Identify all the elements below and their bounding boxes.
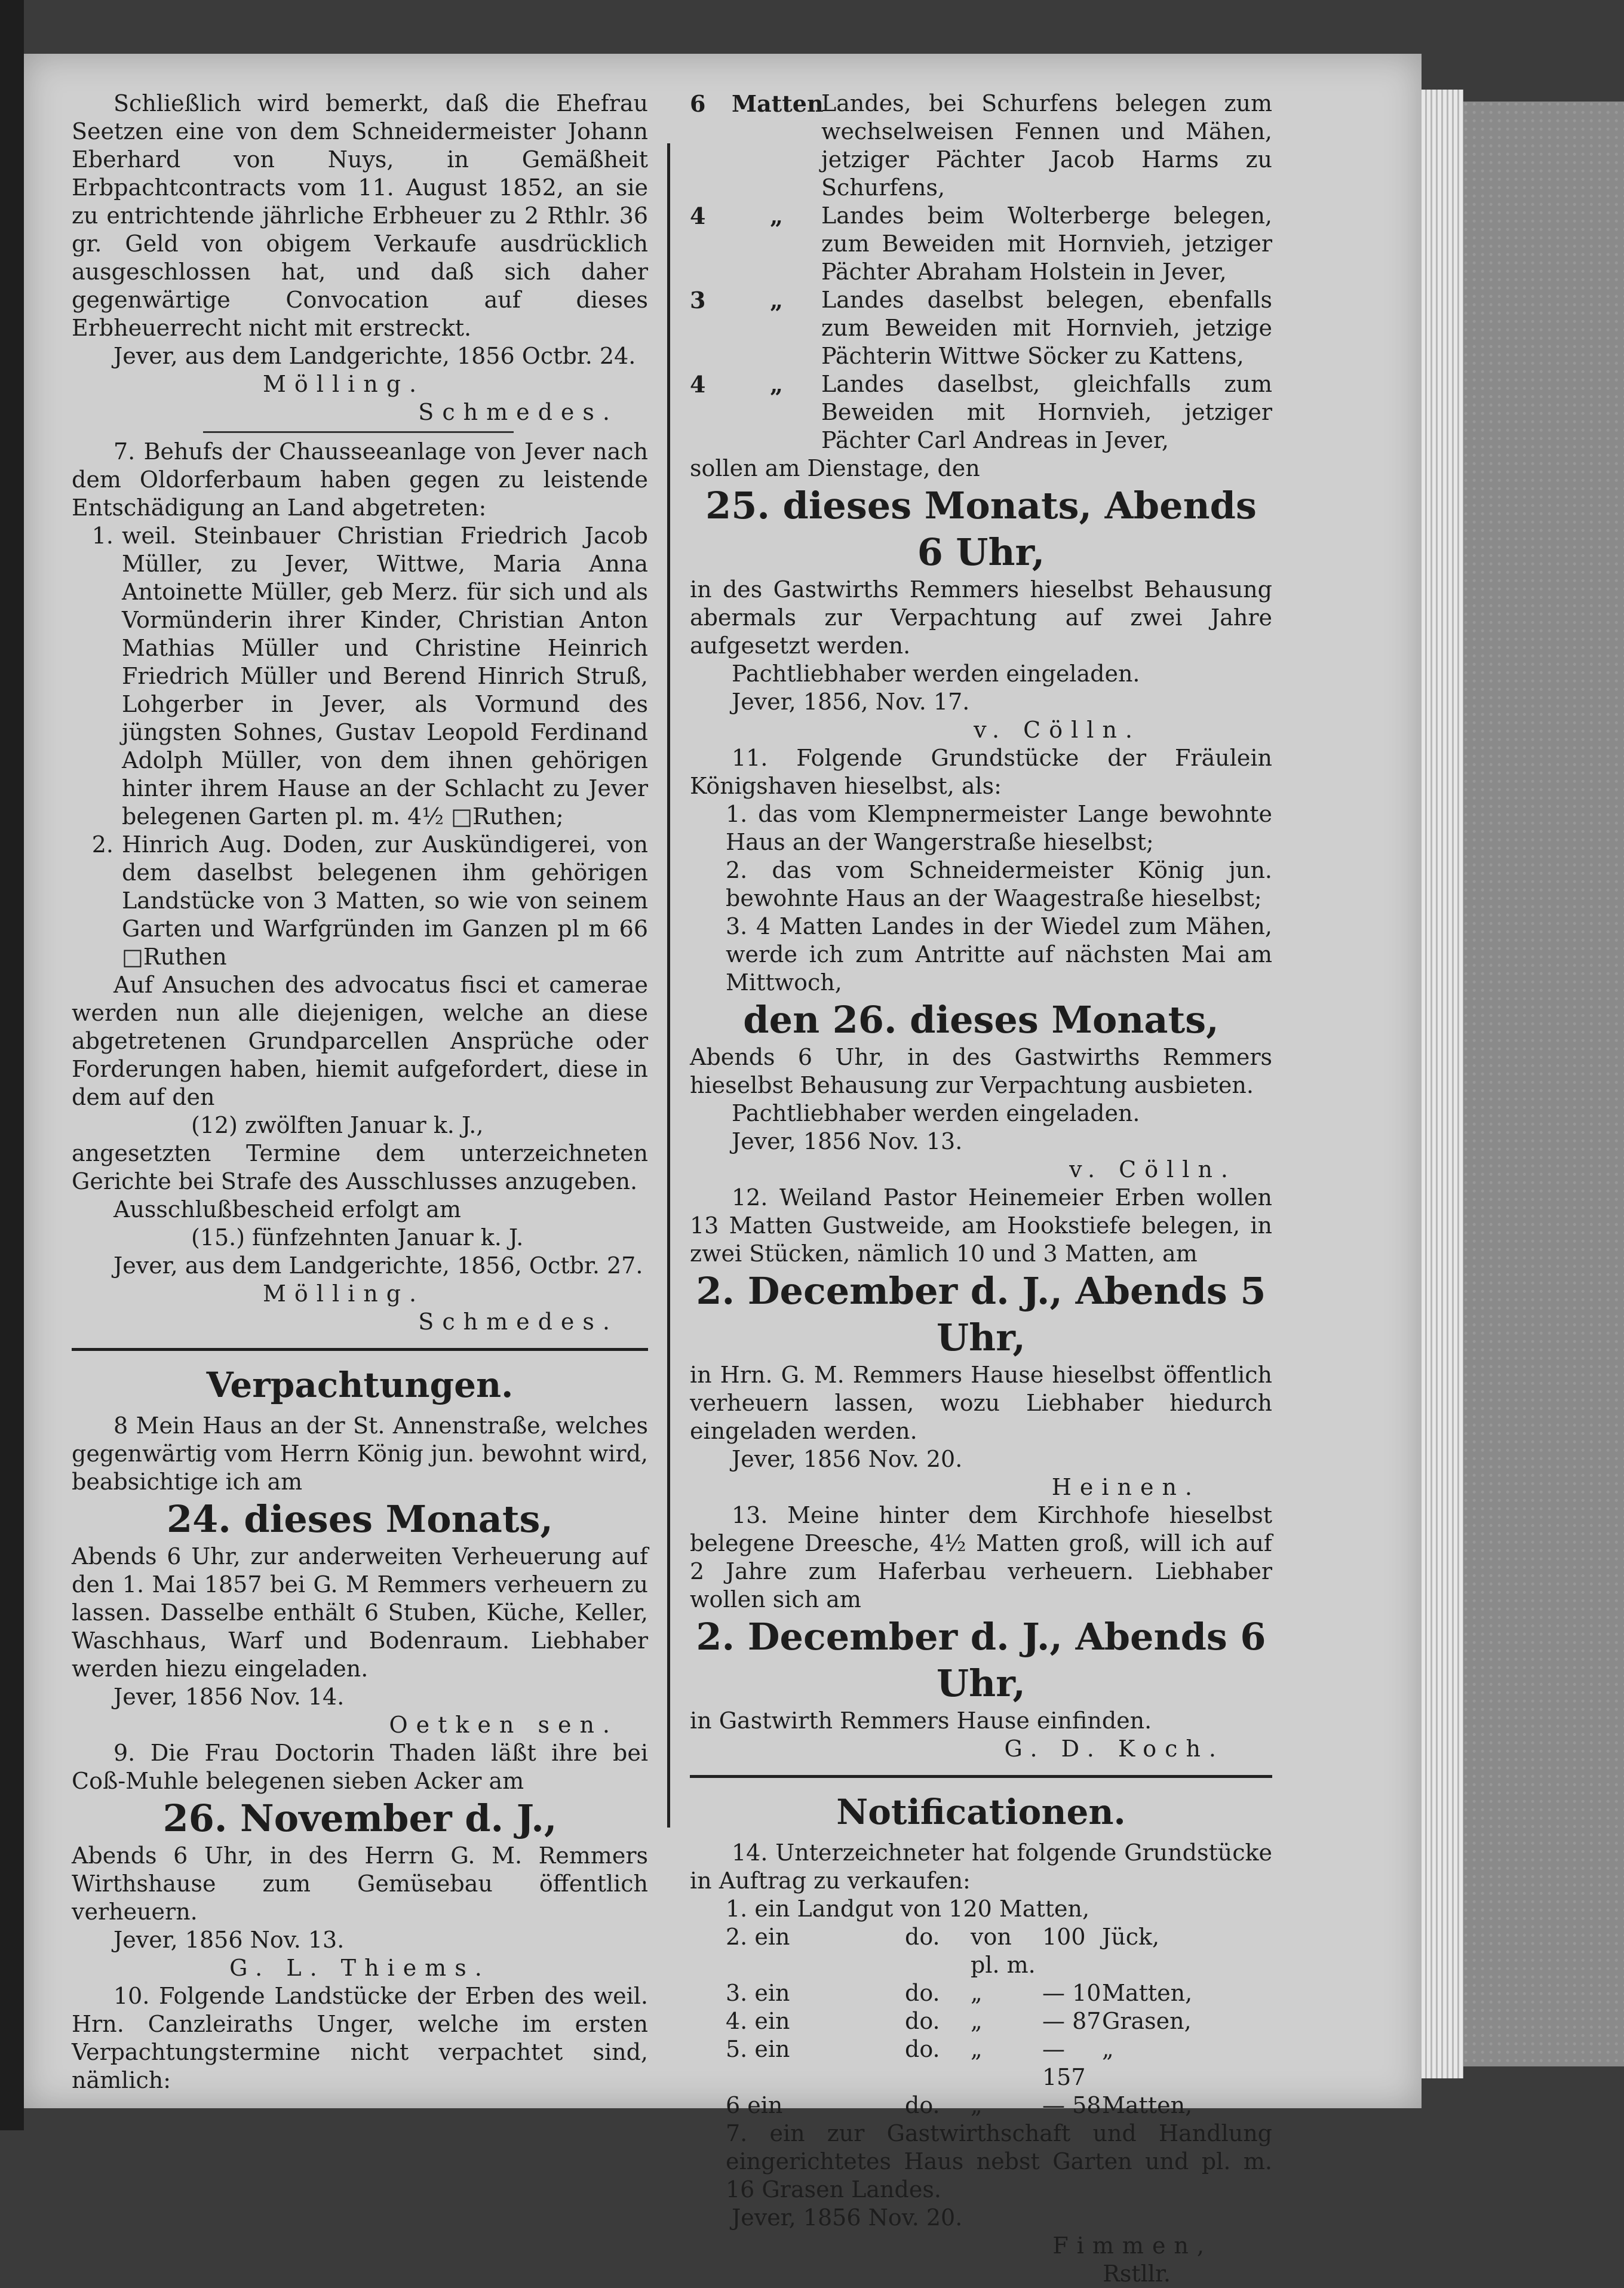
table-cell: do. (905, 2036, 940, 2062)
section-heading: Verpachtungen. (206, 1365, 514, 1405)
parcel-q: 3 (690, 287, 706, 314)
table-row (726, 1979, 1272, 2007)
paragraph: in des Gastwirths Remmers hieselbst Behausung abermals zur Verpachtung auf zwei Jahre aufgesetzt werden. (690, 576, 1272, 659)
parcel-item (690, 90, 1272, 202)
table-cell: 4. ein (726, 2008, 790, 2034)
property-table (726, 1895, 1272, 2120)
parcel-d: Landes, bei Schurfens belegen zum wechselweisen Fennen und Mähen, jetziger Pächter Jacob Harms zu Schurfens, (821, 90, 1272, 201)
section-rule (72, 1348, 648, 1351)
paragraph: in Gastwirth Remmers Hause einfinden. (690, 1707, 1152, 1734)
signature: Heinen. (1051, 1474, 1201, 1500)
table-row (726, 2092, 1272, 2120)
right-column (690, 90, 1272, 2288)
date-term: (12) zwölften Januar k. J., (191, 1112, 484, 1138)
date-line: Jever, aus dem Landgerichte, 1856 Octbr. 24. (113, 343, 636, 369)
headline-date: 26. November d. J., (162, 1796, 557, 1840)
signature: G. L. Thiems. (229, 1955, 490, 1981)
table-row (726, 1923, 1272, 1979)
table-cell: do. (905, 2092, 940, 2118)
paragraph: Abends 6 Uhr, zur anderweiten Verheuerung auf den 1. Mai 1857 bei G. M Remmers verheuern zu lassen. Dasselbe enthält 6 Stuben, Küche, Keller, Waschhaus, Warf und Bodenraum. Liebhaber werden hiezu eingeladen. (72, 1543, 648, 1682)
date-line: Jever, 1856 Nov. 13. (113, 1927, 345, 1953)
headline-date: 2. December d. J., Abends 6 Uhr, (696, 1615, 1266, 1705)
table-cell: 6 ein (726, 2092, 783, 2118)
signature: G. D. Koch. (1004, 1736, 1224, 1762)
table-cell: Matten, (1102, 2092, 1193, 2118)
paragraph: Pachtliebhaber werden eingeladen. (732, 1100, 1140, 1126)
table-row (726, 2007, 1272, 2035)
table-cell: — 10 (1042, 1980, 1101, 2006)
date-term: (15.) fünfzehnten Januar k. J. (191, 1224, 524, 1251)
table-cell: do. (905, 1924, 940, 1950)
signature-title: Rstllr. (1103, 2261, 1171, 2287)
signature: v. Cölln. (1069, 1156, 1236, 1183)
parcel-q: 4 (690, 371, 706, 398)
table-cell: — 58 (1042, 2092, 1101, 2118)
signature: Schmedes. (418, 1309, 618, 1335)
table-cell: Matten, (1102, 1980, 1193, 2006)
table-cell: von pl. m. (971, 1924, 1036, 1978)
list-item: 1. das vom Klempnermeister Lange bewohnte Haus an der Wangerstraße hieselbst; (726, 801, 1272, 855)
paragraph: Abends 6 Uhr, in des Herrn G. M. Remmers Wirthshause zum Gemüsebau öffentlich verheuern. (72, 1842, 648, 1925)
table-cell: „ (971, 2092, 983, 2118)
table-cell: 5. ein (726, 2036, 790, 2062)
parcel-d: Landes daselbst, gleichfalls zum Beweiden mit Hornvieh, jetziger Pächter Carl Andreas in Jever, (821, 371, 1272, 453)
separator (203, 431, 514, 433)
date-line: Jever, 1856 Nov. 14. (113, 1684, 345, 1710)
table-cell: „ (971, 2036, 983, 2062)
left-column (72, 90, 648, 2094)
list-item: 2. Hinrich Aug. Doden, zur Auskündigerei, von dem daselbst belegenen ihm gehörigen Landstücke von 3 Matten, so wie von seinem Garten und Warfgründen im Ganzen pl m 66 □Ruthen (91, 831, 648, 970)
table-row (726, 2035, 1272, 2092)
binding-shadow (0, 0, 24, 2130)
table-cell: 3. ein (726, 1980, 790, 2006)
parcel-q: 4 (690, 202, 706, 229)
paragraph: Auf Ansuchen des advocatus fisci et camerae werden nun alle diejenigen, welche an diese abgetretenen Grundparcellen Ansprüche oder Forderungen haben, hiemit aufgefordert, diese in dem auf den (72, 972, 648, 1110)
paragraph: Pachtliebhaber werden eingeladen. (732, 661, 1140, 687)
date-line: Jever, 1856, Nov. 17. (732, 689, 970, 715)
list (690, 800, 1272, 997)
parcel-u: „ (770, 287, 783, 314)
list-item: 3. 4 Matten Landes in der Wiedel zum Mähen, werde ich zum Antritte auf nächsten Mai am Mittwoch, (726, 913, 1272, 996)
table-cell: „ (971, 2008, 983, 2034)
paragraph: Schließlich wird bemerkt, daß die Ehefrau Seetzen eine von dem Schneidermeister Johann Eberhard von Nuys, in Gemäßheit Erbpachtcontracts vom 11. August 1852, an sie zu entrichtende jährliche Erbheuer zu 2 Rthlr. 36 gr. Geld von obigem Verkaufe ausdrücklich ausgeschlossen hat, und daß sich daher gegenwärtige Convocation auf dieses Erbheuerrecht nicht mit erstreckt. (72, 90, 648, 341)
paragraph: 10. Folgende Landstücke der Erben des weil. Hrn. Canzleiraths Unger, welche im ersten Verpachtungstermine nicht verpachtet sind, nämlich: (72, 1983, 648, 2093)
section-rule (690, 1775, 1272, 1778)
date-line: Jever, 1856 Nov. 20. (732, 2204, 963, 2231)
paragraph: Abends 6 Uhr, in des Gastwirths Remmers hieselbst Behausung zur Verpachtung ausbieten. (690, 1044, 1272, 1098)
table-cell: — 157 (1042, 2036, 1086, 2090)
page-edges (1422, 90, 1463, 2078)
column-divider (667, 143, 670, 1828)
list-item: 2. das vom Schneidermeister König jun. bewohnte Haus an der Waagestraße hieselbst; (726, 857, 1272, 911)
paragraph: 14. Unterzeichneter hat folgende Grundstücke in Auftrag zu verkaufen: (690, 1839, 1272, 1894)
table-cell: do. (905, 1980, 940, 2006)
date-line: Jever, 1856 Nov. 13. (732, 1128, 963, 1154)
parcel-list (690, 90, 1272, 454)
section-heading: Notificationen. (836, 1792, 1126, 1832)
parcel-item (690, 286, 1272, 370)
paragraph: 8 Mein Haus an der St. Annenstraße, welches gegenwärtig vom Herrn König jun. bewohnt wird, beabsichtige ich am (72, 1412, 648, 1495)
signature: Fimmen, (1052, 2232, 1212, 2259)
date-line: Jever, 1856 Nov. 20. (732, 1446, 963, 1472)
signature: Mölling. (263, 1280, 425, 1307)
paragraph: Ausschlußbescheid erfolgt am (113, 1196, 461, 1223)
paragraph: 13. Meine hinter dem Kirchhofe hieselbst belegene Dreesche, 4½ Matten groß, will ich auf 2 Jahre zum Haferbau verheuern. Liebhaber wollen sich am (690, 1502, 1272, 1613)
table-cell: do. (905, 2008, 940, 2034)
parcel-item (690, 370, 1272, 454)
paragraph: in Hrn. G. M. Remmers Hause hieselbst öffentlich verheuern lassen, wozu Liebhaber hiedurch eingeladen werden. (690, 1362, 1272, 1444)
parcel-u: „ (770, 371, 783, 398)
signature: Mölling. (263, 371, 425, 397)
paragraph: 7. Behufs der Chausseeanlage von Jever nach dem Oldorferbaum haben gegen zu leistende Entschädigung an Land abgetreten: (72, 438, 648, 521)
table-cell: 100 (1042, 1924, 1086, 1950)
headline-date: 2. December d. J., Abends 5 Uhr, (696, 1269, 1266, 1359)
paragraph: 9. Die Frau Doctorin Thaden läßt ihre bei Coß-Muhle belegenen sieben Acker am (72, 1740, 648, 1794)
table-cell: „ (1102, 2036, 1114, 2062)
list-item: 7. ein zur Gastwirthschaft und Handlung eingerichtetes Haus nebst Garten und pl. m. 16 Grasen Landes. (726, 2120, 1272, 2203)
table-cell: — 87 (1042, 2008, 1101, 2034)
parcel-q: 6 (690, 90, 706, 117)
signature: Oetken sen. (389, 1712, 618, 1738)
paragraph: 11. Folgende Grundstücke der Fräulein Königshaven hieselbst, als: (690, 745, 1272, 799)
paragraph: sollen am Dienstage, den (690, 455, 980, 481)
paragraph: angesetzten Termine dem unterzeichneten Gerichte bei Strafe des Ausschlusses anzugeben. (72, 1140, 648, 1194)
parcel-item (690, 202, 1272, 286)
signature: v. Cölln. (974, 717, 1141, 743)
table-cell: 1. ein Landgut von 120 Matten, (726, 1896, 1090, 1922)
table-cell: Jück, (1102, 1924, 1160, 1950)
headline-date: 25. dieses Monats, Abends 6 Uhr, (705, 484, 1257, 574)
parcel-u: „ (770, 202, 783, 229)
date-line: Jever, aus dem Landgerichte, 1856, Octbr. 27. (113, 1252, 643, 1279)
table-cell: „ (971, 1980, 983, 2006)
parcel-d: Landes beim Wolterberge belegen, zum Beweiden mit Hornvieh, jetziger Pächter Abraham Holstein in Jever, (821, 202, 1272, 285)
table-row (726, 1895, 1272, 1923)
headline-date: 24. dieses Monats, (166, 1497, 553, 1541)
headline-date: den 26. dieses Monats, (743, 998, 1219, 1042)
book-cover (1463, 102, 1624, 2066)
parcel-d: Landes daselbst belegen, ebenfalls zum Beweiden mit Hornvieh, jetzige Pächterin Wittwe Söcker zu Kattens, (821, 287, 1272, 369)
list-item: 1. weil. Steinbauer Christian Friedrich Jacob Müller, zu Jever, Wittwe, Maria Anna Antoinette Müller, geb Merz. für sich und als Vormünderin ihrer Kinder, Christian Anton Mathias Müller und Christine Heinrich Friedrich Müller und Berend Hinrich Struß, Lohgerber in Jever, als Vormund des jüngsten Sohnes, Gustav Leopold Ferdinand Adolph Müller, von dem ihnen gehörigen hinter ihrem Hause an der Schlacht zu Jever belegenen Garten pl. m. 4½ □Ruthen; (91, 523, 648, 830)
signature: Schmedes. (418, 399, 618, 425)
table-cell: Grasen, (1102, 2008, 1192, 2034)
parcel-u: Matten (732, 90, 824, 117)
table-cell: 2. ein (726, 1924, 790, 1950)
paragraph: 12. Weiland Pastor Heinemeier Erben wollen 13 Matten Gustweide, am Hookstiefe belegen, in zwei Stücken, nämlich 10 und 3 Matten, am (690, 1184, 1272, 1267)
